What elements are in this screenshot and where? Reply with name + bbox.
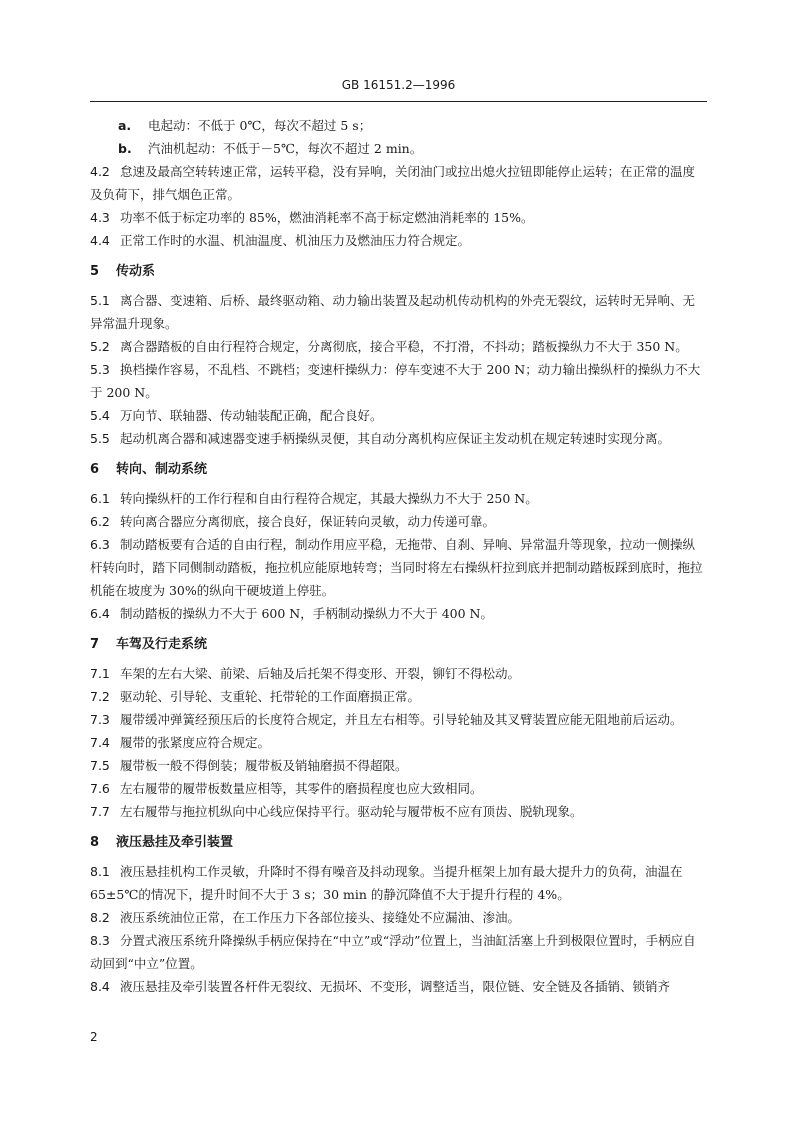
section-heading-7: 7 车驾及行走系统	[90, 637, 208, 652]
clause-5-4: 5.4 万向节、联轴器、传动轴装配正确，配合良好。	[90, 408, 383, 423]
section-heading-5: 5 传动系	[90, 264, 156, 279]
clause-8-1: 8.1 液压悬挂机构工作灵敏，升降时不得有噪音及抖动现象。当提升框架上加有最大提升力的负荷，油温在 65±5℃的情况下，提升时间不大于 3 s；30 min 的静沉降值不大于提升行程的 4%。	[90, 864, 683, 902]
section-heading-8: 8 液压悬挂及牵引装置	[90, 835, 234, 850]
clause-7-4: 7.4 履带的张紧度应符合规定。	[90, 735, 271, 750]
clause-4-3: 4.3 功率不低于标定功率的 85%，燃油消耗率不高于标定燃油消耗率的 15%。	[90, 210, 534, 225]
clause-6-3: 6.3 制动踏板要有合适的自由行程，制动作用应平稳，无拖带、自刹、异响、异常温升等现象，拉动一侧操纵杆转向时，踏下同侧制动踏板，拖拉机应能原地转弯；当同时将左右操纵杆拉到底并把制动踏板踩到底时，拖拉机能在坡度为 30%的纵向干硬坡道上停驻。	[90, 537, 703, 598]
clause-5-5: 5.5 起动机离合器和减速器变速手柄操纵灵便，其自动分离机构应保证主发动机在规定转速时实现分离。	[90, 431, 671, 446]
clause-8-4: 8.4 液压悬挂及牵引装置各杆件无裂纹、无损坏、不变形，调整适当，限位链、安全链及各插销、锁销齐	[90, 979, 671, 994]
header-rule	[90, 101, 707, 102]
sub-item: a. 电起动：不低于 0℃，每次不超过 5 s；	[118, 118, 372, 133]
sub-item: b. 汽油机起动：不低于－5℃，每次不超过 2 min。	[118, 141, 423, 156]
standard-id: GB 16151.2—1996	[341, 78, 456, 92]
clause-5-3: 5.3 换档操作容易，不乱档、不跳档；变速杆操纵力：停车变速不大于 200 N；动力输出操纵杆的操纵力不大于 200 N。	[90, 362, 701, 400]
clause-8-2: 8.2 液压系统油位正常，在工作压力下各部位接头、接缝处不应漏油、渗油。	[90, 910, 521, 925]
clause-6-4: 6.4 制动踏板的操纵力不大于 600 N，手柄制动操纵力不大于 400 N。	[90, 606, 493, 621]
clause-4-4: 4.4 正常工作时的水温、机油温度、机油压力及燃油压力符合规定。	[90, 233, 471, 248]
clause-7-6: 7.6 左右履带的履带板数量应相等，其零件的磨损程度也应大致相同。	[90, 781, 483, 796]
page-header	[90, 78, 707, 92]
clause-7-5: 7.5 履带板一般不得倒装；履带板及销轴磨损不得超限。	[90, 758, 408, 773]
clause-6-2: 6.2 转向离合器应分离彻底，接合良好，保证转向灵敏，动力传递可靠。	[90, 514, 496, 529]
clause-7-2: 7.2 驱动轮、引导轮、支重轮、托带轮的工作面磨损正常。	[90, 689, 421, 704]
clause-5-1: 5.1 离合器、变速箱、后桥、最终驱动箱、动力输出装置及起动机传动机构的外壳无裂纹，运转时无异响、无异常温升现象。	[90, 293, 696, 331]
document-body	[90, 114, 707, 998]
section-heading-6: 6 转向、制动系统	[90, 462, 208, 477]
clause-7-1: 7.1 车架的左右大梁、前梁、后轴及后托架不得变形、开裂，铆钉不得松动。	[90, 666, 521, 681]
page-number: 2	[90, 1030, 98, 1044]
clause-5-2: 5.2 离合器踏板的自由行程符合规定，分离彻底，接合平稳，不打滑，不抖动；踏板操纵力不大于 350 N。	[90, 339, 688, 354]
clause-7-7: 7.7 左右履带与拖拉机纵向中心线应保持平行。驱动轮与履带板不应有顶齿、脱轨现象。	[90, 804, 583, 819]
clause-6-1: 6.1 转向操纵杆的工作行程和自由行程符合规定，其最大操纵力不大于 250 N。	[90, 491, 538, 506]
clause-7-3: 7.3 履带缓冲弹簧经预压后的长度符合规定，并且左右相等。引导轮轴及其叉臂装置应能无阻地前后运动。	[90, 712, 683, 727]
clause-8-3: 8.3 分置式液压系统升降操纵手柄应保持在“中立”或“浮动”位置上，当油缸活塞上升到极限位置时，手柄应自动回到“中立”位置。	[90, 933, 696, 971]
clause-4-2: 4.2 怠速及最高空转转速正常，运转平稳，没有异响，关闭油门或拉出熄火拉钮即能停止运转；在正常的温度及负荷下，排气烟色正常。	[90, 164, 696, 202]
